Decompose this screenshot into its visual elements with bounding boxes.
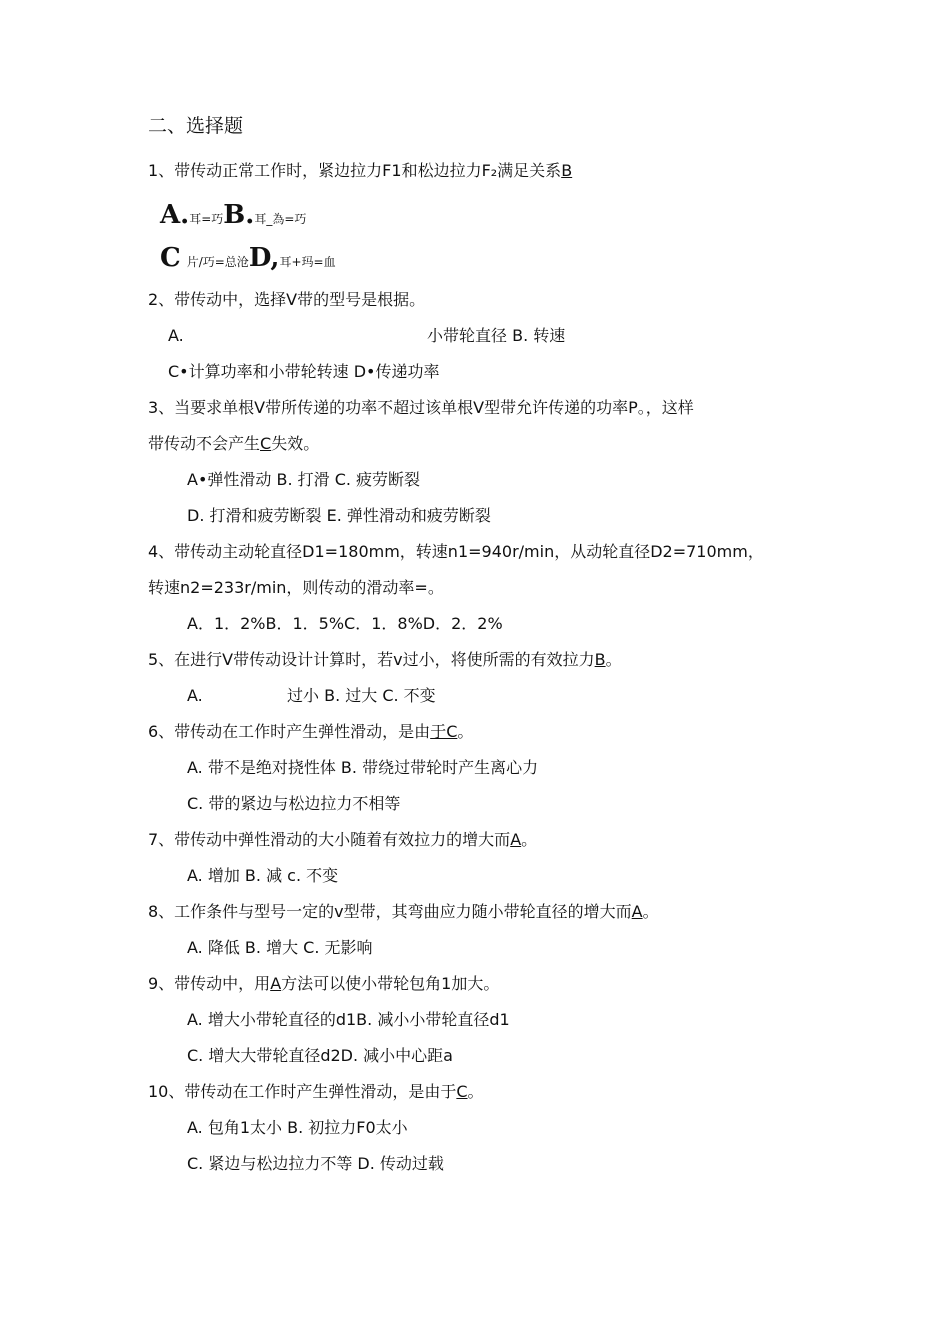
question-2: 2、带传动中，选择V带的型号是根据。 [148,290,426,309]
option-d-letter: D, [248,243,280,273]
question-6-options-1: A. 带不是绝对挠性体 B. 带绕过带轮时产生离心力 [187,758,539,777]
question-6-pre: 6、带传动在工作时产生弹性滑动，是由 [148,722,431,741]
question-1-answer: B [561,161,573,180]
question-6-options-2: C. 带的紧边与松边拉力不相等 [187,794,401,813]
question-5-pre: 5、在进行V带传动设计计算时，若v过小，将使所需的有效拉力 [148,650,595,669]
question-10-pre: 10、带传动在工作时产生弹性滑动，是由于 [148,1082,457,1101]
option-a-formula: 耳=巧 [189,212,224,226]
question-10-post: 。 [467,1082,484,1101]
question-9-options-1: A. 增大小带轮直径的d1B. 减小小带轮直径d1 [187,1010,510,1029]
option-d-formula: 耳+玛=血 [279,255,336,269]
question-7-options: A. 增加 B. 减 c. 不变 [187,866,339,885]
question-9-options-2: C. 增大大带轮直径d2D. 减小中心距a [187,1046,453,1065]
question-9-answer: A [270,974,282,993]
question-7-answer: A [510,830,522,849]
question-4-options: A．1．2%B．1．5%C．1．8%D．2．2% [187,614,503,633]
question-8 [148,902,659,922]
question-8-options: A. 降低 B. 增大 C. 无影响 [187,938,373,957]
question-3-line-2 [148,434,319,454]
question-8-answer: A [631,902,643,921]
question-4-line-2: 转速n2=233r/min，则传动的滑动率=。 [148,578,444,597]
option-b-letter: B. [223,200,255,230]
question-3-pre: 带传动不会产生 [148,434,261,453]
question-1 [148,161,572,181]
question-9-pre: 9、带传动中，用 [148,974,271,993]
option-c-letter: C [160,243,181,273]
question-5-post: 。 [605,650,622,669]
question-5 [148,650,622,670]
option-c-formula: 片/巧=总沧 [186,255,249,269]
question-6 [148,722,473,742]
question-10-options-2: C. 紧边与松边拉力不等 D. 传动过载 [187,1154,444,1173]
question-5-options-rest: 过小 B. 过大 C. 不变 [287,686,436,705]
question-9-post: 方法可以使小带轮包角1加大。 [281,974,500,993]
question-8-pre: 8、工作条件与型号一定的v型带，其弯曲应力随小带轮直径的增大而 [148,902,632,921]
question-10-options-1: A. 包角1太小 B. 初拉力F0太小 [187,1118,408,1137]
question-8-post: 。 [642,902,659,921]
question-6-post: 。 [457,722,474,741]
question-3-answer: C [260,434,272,453]
question-5-answer: B [594,650,606,669]
question-10 [148,1082,484,1102]
option-a-letter: A. [160,200,190,230]
question-10-answer: C [456,1082,468,1101]
question-1-options-ab [160,200,306,230]
question-1-text: 1、带传动正常工作时，紧边拉力F1和松边拉力F₂满足关系 [148,161,562,180]
question-5-option-a-label: A. [187,686,203,705]
question-1-options-cd [160,243,336,273]
question-7-pre: 7、带传动中弹性滑动的大小随着有效拉力的增大而 [148,830,511,849]
question-7 [148,830,537,850]
question-3-post: 失效。 [271,434,320,453]
question-6-answer: 于C [430,722,458,741]
option-b-formula: 耳_為=巧 [254,212,307,226]
question-2-option-a-text: 小带轮直径 B. 转速 [427,326,566,345]
question-9 [148,974,499,994]
question-4-line-1: 4、带传动主动轮直径D1=180mm，转速n1=940r/min，从动轮直径D2=710mm， [148,542,764,561]
question-7-post: 。 [521,830,538,849]
section-heading: 二、选择题 [148,115,244,137]
question-2-option-a-label: A. [168,326,184,345]
question-3-line-1: 3、当要求单根V带所传递的功率不超过该单根V型带允许传递的功率P。，这样 [148,398,694,417]
question-2-option-cd: C•计算功率和小带轮转速 D•传递功率 [168,362,440,381]
question-3-options-1: A•弹性滑动 B. 打滑 C. 疲劳断裂 [187,470,421,489]
question-3-options-2: D. 打滑和疲劳断裂 E. 弹性滑动和疲劳断裂 [187,506,491,525]
